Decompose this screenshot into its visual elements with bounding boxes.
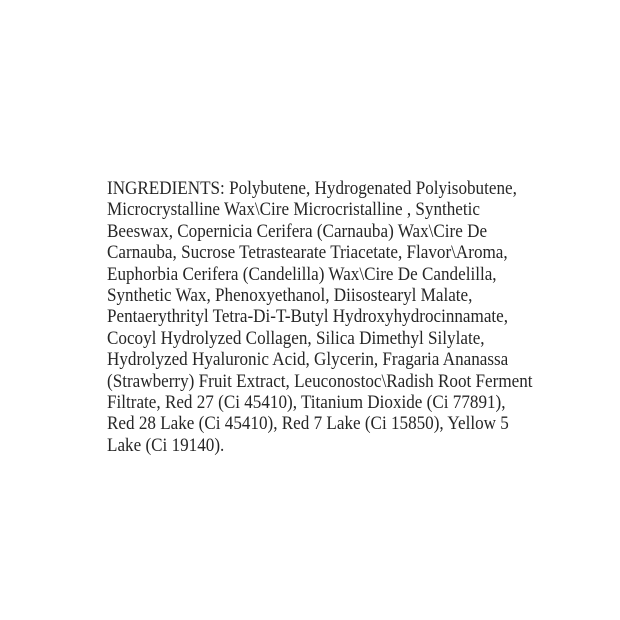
- ingredients-text-line: Red 28 Lake (Ci 45410), Red 7 Lake (Ci 15850), Yellow 5: [107, 413, 509, 435]
- ingredients-text-line: Filtrate, Red 27 (Ci 45410), Titanium Dioxide (Ci 77891),: [107, 392, 506, 414]
- ingredients-text-line: (Strawberry) Fruit Extract, Leuconostoc\Radish Root Ferment: [107, 370, 533, 392]
- ingredients-text-line: Synthetic Wax, Phenoxyethanol, Diisostearyl Malate,: [107, 285, 473, 307]
- ingredients-text-line: Pentaerythrityl Tetra-Di-T-Butyl Hydroxyhydrocinnamate,: [107, 306, 509, 328]
- ingredients-text-line: Lake (Ci 19140).: [107, 434, 225, 456]
- ingredients-text-line: Euphorbia Cerifera (Candelilla) Wax\Cire De Candelilla,: [107, 263, 497, 285]
- ingredients-text-line: INGREDIENTS: Polybutene, Hydrogenated Polyisobutene,: [107, 178, 517, 199]
- ingredients-text-line: Cocoyl Hydrolyzed Collagen, Silica Dimethyl Silylate,: [107, 327, 485, 349]
- ingredients-label: [107, 178, 533, 456]
- ingredients-text-line: Carnauba, Sucrose Tetrastearate Triacetate, Flavor\Aroma,: [107, 242, 508, 264]
- ingredients-text-line: Hydrolyzed Hyaluronic Acid, Glycerin, Fragaria Ananassa: [107, 349, 509, 371]
- ingredients-text-line: Beeswax, Copernicia Cerifera (Carnauba) Wax\Cire De: [107, 220, 488, 242]
- ingredients-text-line: Microcrystalline Wax\Cire Microcristalline , Synthetic: [107, 199, 480, 221]
